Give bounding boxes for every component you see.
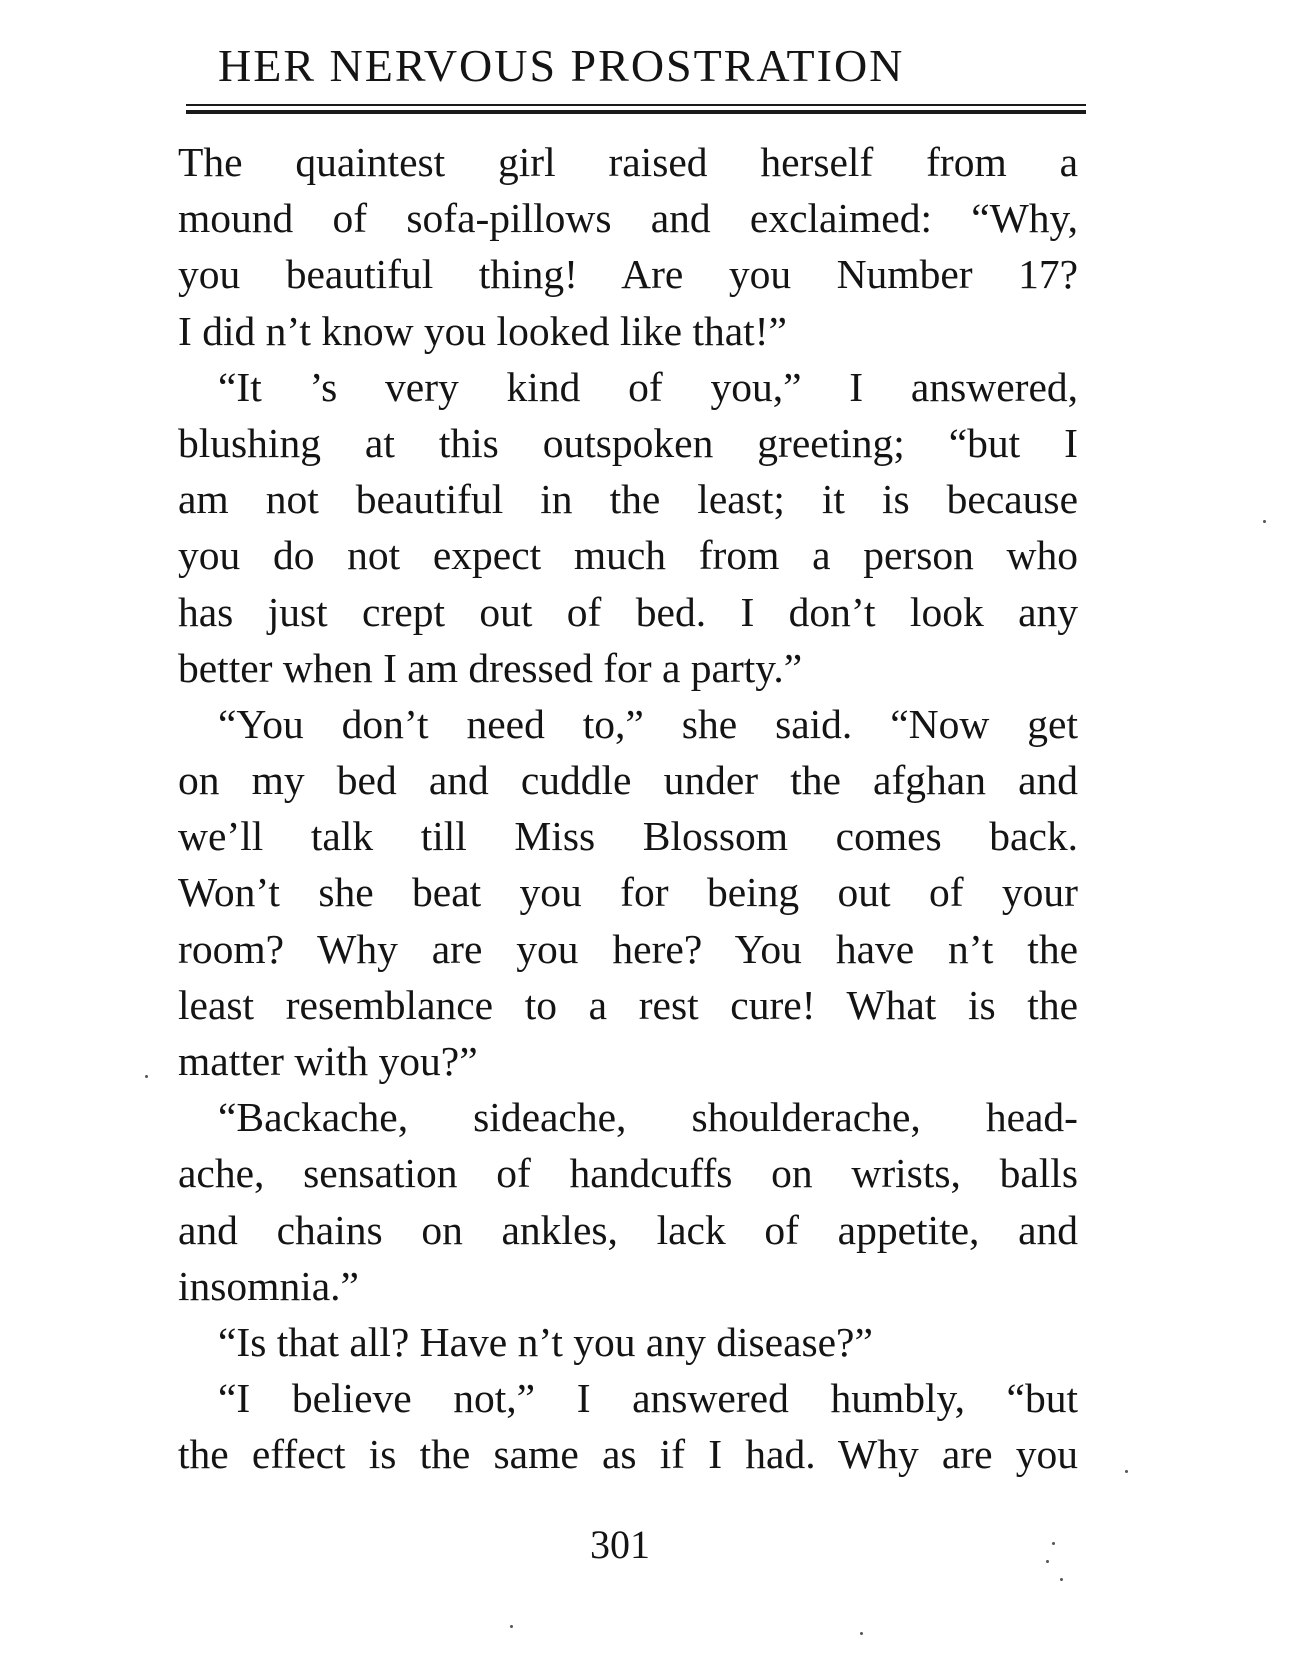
scan-speck [145,1075,148,1078]
header-rule-thick [186,110,1086,114]
running-head: HER NERVOUS PROSTRATION [218,40,905,91]
text-line: The quaintest girl raised herself from a [178,139,1078,185]
text-line: room? Why are you here? You have n’t the [178,925,1078,972]
text-line: insomnia.” [178,1262,359,1309]
page-number: 301 [590,1522,650,1567]
text-line: better when I am dressed for a party.” [178,644,803,691]
text-line: Won’t she beat you for being out of your [178,869,1078,916]
scan-speck [1046,1560,1049,1563]
text-line: mound of sofa-pillows and exclaimed: “Why, [178,195,1078,242]
scan-speck [1125,1470,1128,1473]
text-line: the effect is the same as if I had. Why are you [178,1431,1078,1478]
text-line: you do not expect much from a person who [178,532,1078,579]
text-line: blushing at this outspoken greeting; “but I [178,419,1078,466]
text-line: am not beautiful in the least; it is because [178,476,1078,523]
text-line: on my bed and cuddle under the afghan and [178,757,1078,804]
text-line: we’ll talk till Miss Blossom comes back. [178,813,1078,860]
text-line: “I believe not,” I answered humbly, “but [218,1375,1078,1422]
text-line: least resemblance to a rest cure! What is the [178,981,1078,1028]
text-line: “Backache, sideache, shoulderache, head- [218,1094,1078,1141]
text-line: has just crept out of bed. I don’t look any [178,588,1078,635]
text-line: I did n’t know you looked like that!” [178,307,787,354]
text-line: “Is that all? Have n’t you any disease?” [218,1318,873,1365]
scan-speck [1060,1578,1063,1581]
text-line: “You don’t need to,” she said. “Now get [218,700,1078,747]
text-line: you beautiful thing! Are you Number 17? [178,251,1078,298]
text-line: and chains on ankles, lack of appetite, and [178,1206,1078,1253]
header-rule-thin [186,104,1086,106]
scan-speck [1263,520,1266,523]
body-text [178,134,1078,1483]
text-line: “It ’s very kind of you,” I answered, [218,363,1078,410]
text-line: matter with you?” [178,1038,478,1084]
scan-speck [1052,1542,1055,1545]
scan-speck [510,1625,513,1628]
scan-speck [860,1632,863,1635]
text-line: ache, sensation of handcuffs on wrists, balls [178,1150,1078,1197]
